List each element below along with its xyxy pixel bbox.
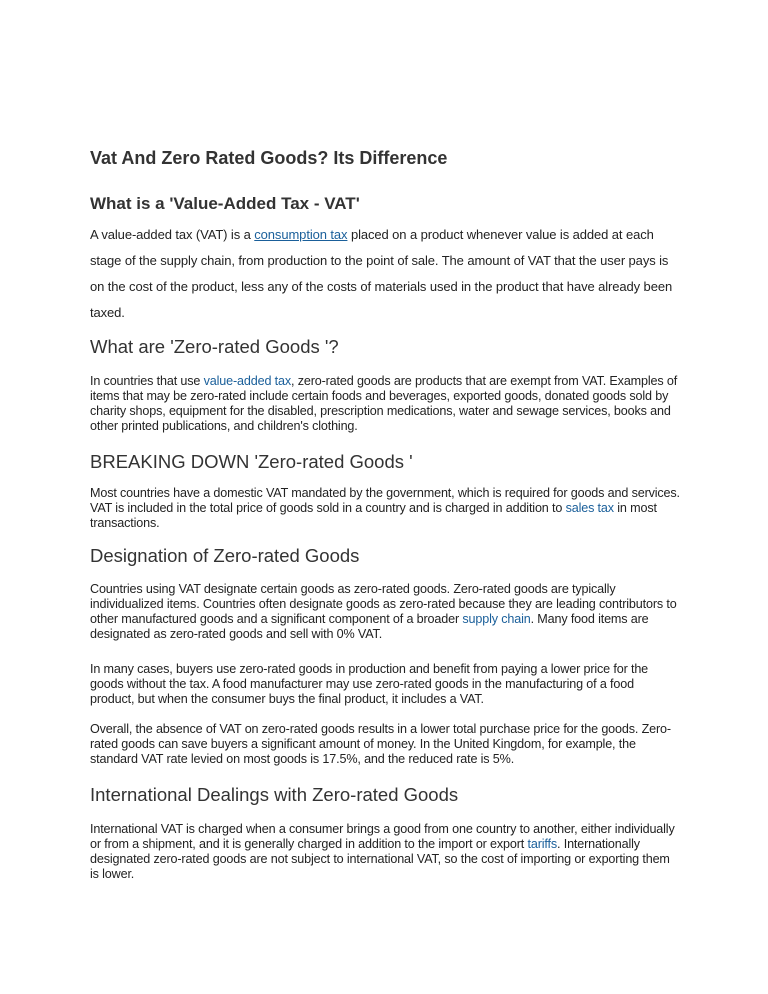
text: International VAT is charged when a consumer brings a good from one country to another, either individually or from a shipment, and it is generally charged in addition to the import or export: [90, 822, 675, 851]
paragraph-breaking-down: [90, 486, 680, 531]
paragraph-zero-rated-definition: [90, 374, 680, 434]
text: , zero-rated goods are products that are exempt from VAT. Examples of items that may be zero-rated include certain foods and beverages, exported goods, donated goods sold by charity shops, equipment for the disabled, prescription medications, water and sewage services, books and other printed publications, and children's clothing.: [90, 374, 678, 433]
text: placed on a product whenever value is added at each stage of the supply chain, from production to the point of sale. The amount of VAT that the user pays is on the cost of the product, less any of the costs of materials used in the product that have already been taxed.: [90, 227, 673, 320]
paragraph-designation-1: [90, 582, 680, 642]
paragraph-designation-2: In many cases, buyers use zero-rated goods in production and benefit from paying a lower price for the goods without the tax. A food manufacturer may use zero-rated goods in the manufacturing of a food product, but when the consumer buys the final product, it includes a VAT.: [90, 662, 649, 706]
heading-zero-rated-goods: What are 'Zero-rated Goods '?: [90, 336, 339, 357]
heading-breaking-down: BREAKING DOWN 'Zero-rated Goods ': [90, 451, 413, 472]
link-tariffs[interactable]: tariffs: [527, 837, 558, 851]
text: In countries that use: [90, 374, 204, 388]
heading-international: International Dealings with Zero-rated Goods: [90, 784, 459, 805]
link-value-added-tax[interactable]: value-added tax: [203, 374, 291, 388]
document-title: Vat And Zero Rated Goods? Its Difference: [90, 148, 448, 168]
text: . Internationally designated zero-rated goods are not subject to international VAT, so the cost of importing or exporting them is lower.: [90, 837, 670, 881]
text: . Many food items are designated as zero-rated goods and sell with 0% VAT.: [90, 612, 649, 641]
paragraph-international: [90, 822, 680, 882]
paragraph-vat-definition: [90, 222, 680, 326]
link-consumption-tax[interactable]: consumption tax: [254, 227, 348, 242]
paragraph-designation-3: Overall, the absence of VAT on zero-rated goods results in a lower total purchase price for the goods. Zero-rated goods can save buyers a significant amount of money. In the United Kingdom, for example, the standard VAT rate levied on most goods is 17.5%, and the reduced rate is 5%.: [90, 722, 671, 766]
link-supply-chain[interactable]: supply chain: [462, 612, 531, 626]
text: Countries using VAT designate certain goods as zero-rated goods. Zero-rated goods are typically individualized items. Countries often designate goods as zero-rated because they are leading contributors to other manufactured goods and a significant component of a broader: [90, 582, 677, 626]
heading-designation: Designation of Zero-rated Goods: [90, 545, 360, 566]
text: in most transactions.: [90, 501, 657, 530]
link-sales-tax[interactable]: sales tax: [565, 501, 614, 515]
heading-what-is-vat: What is a 'Value-Added Tax - VAT': [90, 194, 360, 213]
text: A value-added tax (VAT) is a: [90, 227, 255, 242]
text: Most countries have a domestic VAT mandated by the government, which is required for goods and services. VAT is included in the total price of goods sold in a country and is charged in addition to: [90, 486, 680, 515]
